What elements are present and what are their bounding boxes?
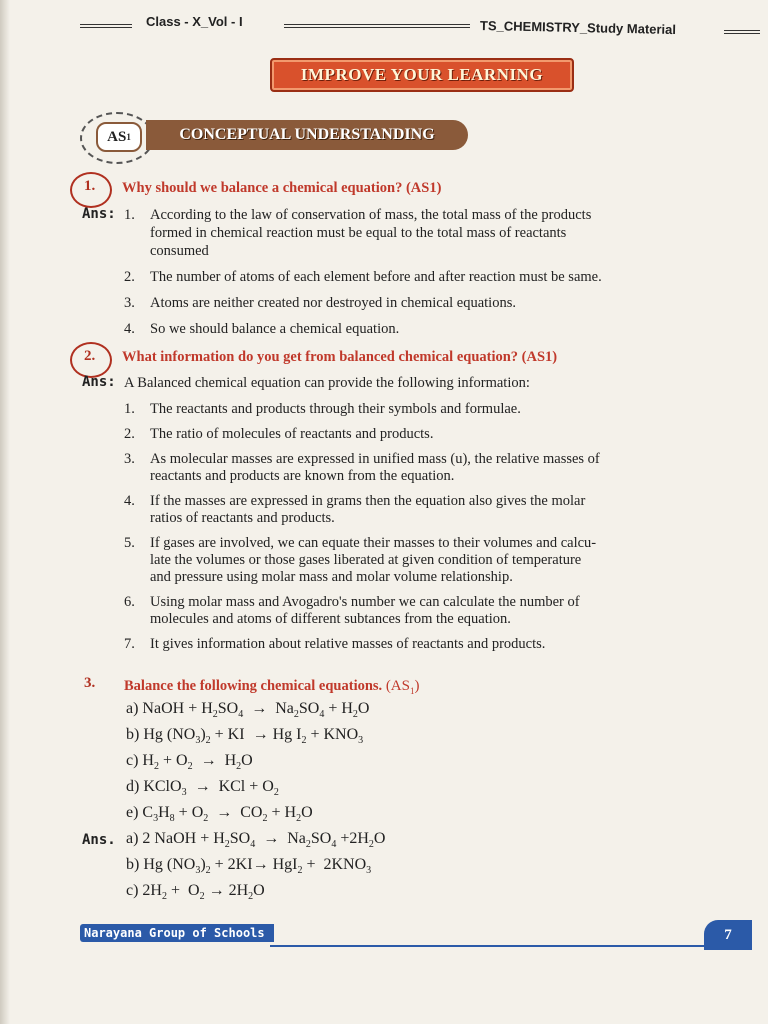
answer-3-label: Ans. [82, 832, 116, 848]
list-item-number: 7. [124, 636, 135, 652]
list-item-text: and pressure using molar mass and molar volume relationship. [150, 569, 513, 585]
list-item-text: If gases are involved, we can equate their masses to their volumes and calcu- [150, 535, 597, 551]
list-item-number: 1. [124, 401, 135, 417]
list-item-text: consumed [150, 243, 209, 259]
answer-2-intro: A Balanced chemical equation can provide the following information: [124, 375, 530, 391]
question-3-number: 3. [84, 675, 96, 691]
list-item-text: Using molar mass and Avogadro's number we can calculate the number of [150, 594, 580, 610]
list-item-number: 4. [124, 493, 135, 509]
page-edge-shadow [0, 0, 10, 1024]
list-item-text: Atoms are neither created nor destroyed in chemical equations. [150, 295, 516, 311]
page-header [80, 14, 760, 38]
list-item-text: molecules and atoms of different subtances from the equation. [150, 611, 511, 627]
list-item-text: ratios of reactants and products. [150, 510, 335, 526]
list-item-number: 3. [124, 295, 135, 311]
balanced-equation: b) Hg $(NO_3)_2 + 2KI\to HgI_2 + 2KNO_3$ [126, 856, 372, 877]
list-item-number: 2. [124, 426, 135, 442]
list-item-number: 2. [124, 269, 135, 285]
section-title: CONCEPTUAL UNDERSTANDING [146, 120, 468, 150]
list-item-text: formed in chemical reaction must be equal to the total mass of reactants [150, 225, 567, 241]
header-rule-right [724, 30, 760, 34]
class-label: Class - X_Vol - I [146, 14, 243, 29]
list-item-text: The ratio of molecules of reactants and products. [150, 426, 434, 442]
question-2-number: 2. [84, 348, 96, 364]
improve-learning-banner: IMPROVE YOUR LEARNING [270, 58, 574, 92]
balanced-equation: a) 2 NaOH + $H_2SO_4 \to Na_2SO_4 +2H_2O$ [126, 830, 386, 851]
list-item-text: late the volumes or those gases liberated at given condition of temperature [150, 552, 582, 568]
footer-rule [270, 945, 706, 947]
school-name-badge: Narayana Group of Schools [80, 924, 274, 942]
page-number: 7 [704, 920, 752, 950]
chemical-equation: a) NaOH + $H_2SO_4 \to Na_2SO_4 + H_2O$ [126, 700, 370, 721]
question-3-text: Balance the following chemical equations. $(AS_1)$ [124, 678, 420, 696]
header-rule-middle [284, 24, 470, 28]
list-item-text: So we should balance a chemical equation. [150, 321, 400, 337]
question-1-text: Why should we balance a chemical equation? (AS1) [122, 180, 442, 196]
list-item-text: As molecular masses are expressed in unified mass (u), the relative masses of [150, 451, 600, 467]
list-item-number: 1. [124, 207, 135, 223]
list-item-number: 4. [124, 321, 135, 337]
as-tag: AS 1 [96, 122, 142, 152]
question-2-text: What information do you get from balanced chemical equation? (AS1) [122, 349, 558, 365]
balanced-equation: c) $2H_2 + O_2 \to 2H_2O$ [126, 882, 265, 903]
list-item-number: 3. [124, 451, 135, 467]
header-rule-left [80, 24, 132, 28]
list-item-text: According to the law of conservation of mass, the total mass of the products [150, 207, 592, 223]
list-item-text: reactants and products are known from the equation. [150, 468, 455, 484]
list-item-number: 5. [124, 535, 135, 551]
list-item-text: The reactants and products through their symbols and formulae. [150, 401, 521, 417]
list-item-text: If the masses are expressed in grams then the equation also gives the molar [150, 493, 586, 509]
chemical-equation: d) KClO$_3$ → KCl + $O_2$ [126, 778, 279, 799]
chemical-equation: e) $C_3H_8 + O_2 \to CO_2 + H_2O$ [126, 804, 313, 825]
answer-1-label: Ans: [82, 206, 116, 222]
list-item-number: 6. [124, 594, 135, 610]
list-item-text: The number of atoms of each element before and after reaction must be same. [150, 269, 602, 285]
chemical-equation: b) Hg $(NO_3)_2$ + KI → Hg $I_2 + KNO_3$ [126, 726, 364, 747]
list-item-text: It gives information about relative masses of reactants and products. [150, 636, 546, 652]
subject-label: TS_CHEMISTRY_Study Material [479, 17, 677, 38]
chemical-equation: c) $H_2 + O_2 \to H_2O$ [126, 752, 253, 773]
answer-2-label: Ans: [82, 374, 116, 390]
question-1-number: 1. [84, 178, 96, 194]
